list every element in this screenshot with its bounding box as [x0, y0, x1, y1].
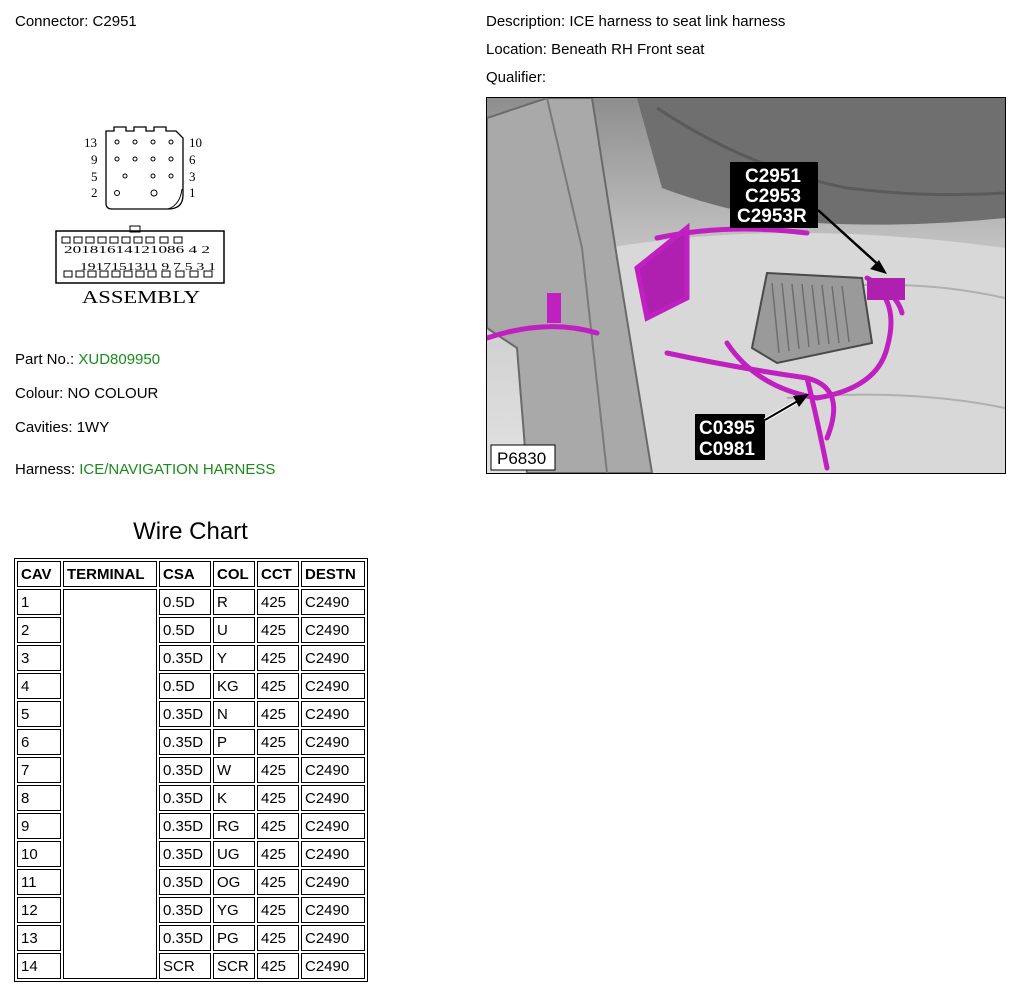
- table-row: [17, 589, 365, 615]
- cell-col: YG: [213, 897, 255, 923]
- connector-label: Connector:: [15, 13, 89, 30]
- cell-col: U: [213, 617, 255, 643]
- connector-line: [15, 13, 137, 30]
- wire-chart-table: [14, 558, 368, 982]
- cell-cav: 14: [17, 953, 61, 979]
- cell-col: W: [213, 757, 255, 783]
- part-no-line: [15, 351, 160, 368]
- cell-destn: C2490: [301, 757, 365, 783]
- cell-cav: 6: [17, 729, 61, 755]
- callout-c2951: C2951: [745, 166, 801, 187]
- cell-cct: 425: [257, 757, 299, 783]
- callout-c2953: C2953: [745, 186, 801, 207]
- cell-cav: 10: [17, 841, 61, 867]
- cell-destn: C2490: [301, 925, 365, 951]
- cell-col: OG: [213, 869, 255, 895]
- cell-csa: 0.35D: [159, 729, 211, 755]
- colour-label: Colour:: [15, 385, 64, 402]
- part-no-label: Part No.:: [15, 351, 75, 368]
- assembly-label: ASSEMBLY: [82, 287, 201, 307]
- pin-label-3: 3: [189, 169, 196, 184]
- location-value: Beneath RH Front seat: [551, 41, 705, 58]
- cell-csa: 0.35D: [159, 841, 211, 867]
- pin-label-13: 13: [84, 135, 97, 150]
- cell-cav: 1: [17, 589, 61, 615]
- wire-chart-title: Wire Chart: [133, 518, 248, 545]
- bottom-row-pin-numbers: 1917151311 9 7 5 3 1: [80, 262, 216, 273]
- cell-destn: C2490: [301, 673, 365, 699]
- description-line: [486, 13, 785, 30]
- cell-destn: C2490: [301, 785, 365, 811]
- description-label: Description:: [486, 13, 566, 30]
- pin-label-5: 5: [91, 169, 98, 184]
- cell-destn: C2490: [301, 701, 365, 727]
- wire-chart-header-row: [17, 561, 365, 587]
- col-header-csa: CSA: [159, 561, 211, 587]
- cell-destn: C2490: [301, 869, 365, 895]
- pin-label-1: 1: [189, 185, 196, 200]
- cell-csa: 0.35D: [159, 645, 211, 671]
- cell-terminal: [63, 589, 157, 979]
- connector-value: C2951: [92, 13, 137, 30]
- figure-id: P6830: [497, 449, 547, 468]
- cell-destn: C2490: [301, 813, 365, 839]
- cell-col: UG: [213, 841, 255, 867]
- col-header-destn: DESTN: [301, 561, 365, 587]
- cell-csa: 0.35D: [159, 785, 211, 811]
- callout-c0395: C0395: [699, 418, 755, 439]
- cell-csa: 0.5D: [159, 617, 211, 643]
- cell-col: N: [213, 701, 255, 727]
- cell-col: R: [213, 589, 255, 615]
- cell-col: KG: [213, 673, 255, 699]
- col-header-col: COL: [213, 561, 255, 587]
- connector-face: [84, 127, 202, 209]
- cell-csa: 0.35D: [159, 813, 211, 839]
- cell-cct: 425: [257, 617, 299, 643]
- qualifier-label: Qualifier:: [486, 69, 547, 86]
- location-photo: [486, 97, 1006, 474]
- cell-cav: 2: [17, 617, 61, 643]
- cell-cav: 3: [17, 645, 61, 671]
- col-header-terminal: TERMINAL: [63, 561, 157, 587]
- cell-cct: 425: [257, 729, 299, 755]
- colour-line: [15, 385, 158, 402]
- callout-c0981: C0981: [699, 439, 755, 460]
- cavities-label: Cavities:: [15, 419, 73, 436]
- cell-destn: C2490: [301, 953, 365, 979]
- wire-chart-body: [17, 589, 365, 979]
- cell-cav: 7: [17, 757, 61, 783]
- cell-destn: C2490: [301, 897, 365, 923]
- cell-destn: C2490: [301, 617, 365, 643]
- cell-cct: 425: [257, 953, 299, 979]
- cell-csa: 0.35D: [159, 757, 211, 783]
- harness-label: Harness:: [15, 461, 76, 478]
- cell-cct: 425: [257, 701, 299, 727]
- cell-col: P: [213, 729, 255, 755]
- cell-col: RG: [213, 813, 255, 839]
- cell-cct: 425: [257, 869, 299, 895]
- cell-cct: 425: [257, 785, 299, 811]
- cell-csa: 0.5D: [159, 673, 211, 699]
- col-header-cct: CCT: [257, 561, 299, 587]
- cell-col: Y: [213, 645, 255, 671]
- connector-side-view: [56, 226, 224, 283]
- cell-cct: 425: [257, 813, 299, 839]
- figure-id-box: [491, 445, 555, 470]
- cell-cav: 9: [17, 813, 61, 839]
- cell-cct: 425: [257, 841, 299, 867]
- callout-c2953r: C2953R: [737, 206, 807, 227]
- cell-cct: 425: [257, 645, 299, 671]
- cavities-value: 1WY: [76, 419, 110, 436]
- location-photo-illustration: [487, 98, 1005, 473]
- cell-col: SCR: [213, 953, 255, 979]
- cavities-line: [15, 419, 109, 436]
- pin-label-2: 2: [91, 185, 98, 200]
- cell-destn: C2490: [301, 645, 365, 671]
- harness-link[interactable]: ICE/NAVIGATION HARNESS: [79, 461, 276, 478]
- cell-cct: 425: [257, 897, 299, 923]
- cell-cct: 425: [257, 589, 299, 615]
- pin-label-10: 10: [189, 135, 202, 150]
- cell-cav: 5: [17, 701, 61, 727]
- cell-cav: 11: [17, 869, 61, 895]
- cell-cct: 425: [257, 925, 299, 951]
- harness-line: [15, 461, 275, 478]
- cell-col: PG: [213, 925, 255, 951]
- connector-face-diagram: [50, 125, 240, 315]
- col-header-cav: CAV: [17, 561, 61, 587]
- cell-cav: 4: [17, 673, 61, 699]
- location-label: Location:: [486, 41, 547, 58]
- location-line: [486, 41, 704, 58]
- cell-csa: 0.35D: [159, 701, 211, 727]
- cell-csa: SCR: [159, 953, 211, 979]
- cell-destn: C2490: [301, 729, 365, 755]
- cell-cav: 13: [17, 925, 61, 951]
- cell-csa: 0.35D: [159, 897, 211, 923]
- cell-cav: 12: [17, 897, 61, 923]
- cell-csa: 0.35D: [159, 925, 211, 951]
- qualifier-line: [486, 69, 546, 86]
- description-value: ICE harness to seat link harness: [569, 13, 786, 30]
- cell-col: K: [213, 785, 255, 811]
- pin-label-9: 9: [91, 152, 98, 167]
- colour-value: NO COLOUR: [67, 385, 159, 402]
- part-no-link[interactable]: XUD809950: [78, 351, 161, 368]
- cell-destn: C2490: [301, 589, 365, 615]
- cell-csa: 0.5D: [159, 589, 211, 615]
- cell-destn: C2490: [301, 841, 365, 867]
- cell-cct: 425: [257, 673, 299, 699]
- top-row-pin-numbers: 20181614121086 4 2: [64, 245, 210, 256]
- cell-cav: 8: [17, 785, 61, 811]
- pin-label-6: 6: [189, 152, 196, 167]
- cell-csa: 0.35D: [159, 869, 211, 895]
